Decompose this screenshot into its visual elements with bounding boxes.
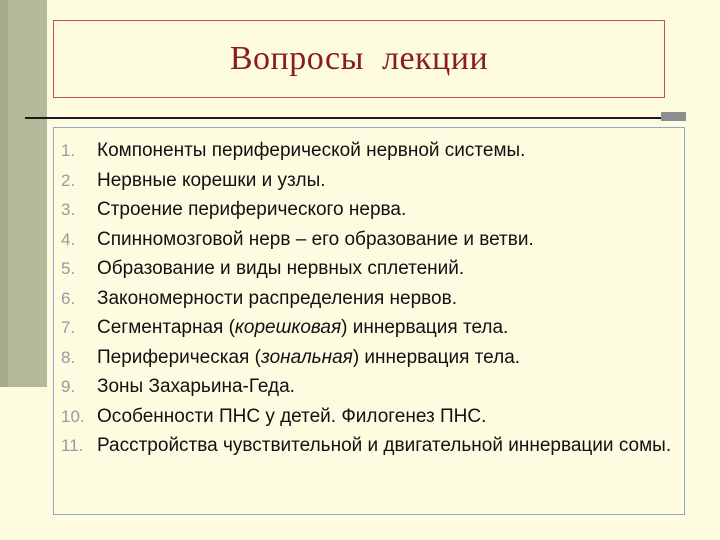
list-item (61, 372, 681, 402)
item-number: 8. (61, 347, 76, 367)
item-text: Особенности ПНС у детей. Филогенез ПНС. (97, 405, 487, 427)
list-item (61, 284, 681, 314)
item-text: Зоны Захарьина-Геда. (97, 376, 295, 397)
list-item (61, 166, 681, 196)
item-text: Спинномозговой нерв – его образование и ветви. (97, 228, 534, 250)
item-number: 9. (61, 377, 76, 396)
list-item (61, 254, 681, 284)
item-text: Расстройства чувствительной и двигательной иннервации сомы. (97, 435, 672, 456)
item-text: Периферическая (зональная) иннервация тела. (97, 346, 521, 368)
item-text: Закономерности распределения нервов. (97, 287, 457, 309)
item-number: 6. (61, 288, 76, 308)
list-item (61, 195, 681, 225)
item-number: 2. (61, 170, 76, 190)
item-number: 3. (61, 200, 76, 219)
item-text: Нервные корешки и узлы. (97, 169, 326, 191)
slide-title: Вопросы лекции (229, 40, 489, 77)
item-text: Сегментарная (корешковая) иннервация тела. (97, 317, 509, 338)
list-item (61, 431, 681, 461)
item-number: 1. (61, 141, 76, 160)
list-item (61, 402, 681, 432)
list-item (61, 136, 681, 166)
lecture-questions-list (61, 136, 681, 461)
list-item (61, 313, 681, 343)
item-text: Компоненты периферической нервной системы. (97, 140, 526, 161)
title-box (53, 20, 665, 98)
list-item (61, 225, 681, 255)
item-number: 5. (61, 259, 76, 278)
left-sidebar-accent (0, 0, 8, 387)
item-number: 4. (61, 229, 76, 249)
item-number: 11. (61, 436, 84, 455)
item-number: 10. (61, 406, 85, 426)
title-underline-accent (661, 112, 686, 121)
item-text: Строение периферического нерва. (97, 199, 407, 220)
title-underline (25, 117, 661, 119)
list-item (61, 343, 681, 373)
item-text: Образование и виды нервных сплетений. (97, 258, 465, 279)
item-number: 7. (61, 318, 76, 337)
